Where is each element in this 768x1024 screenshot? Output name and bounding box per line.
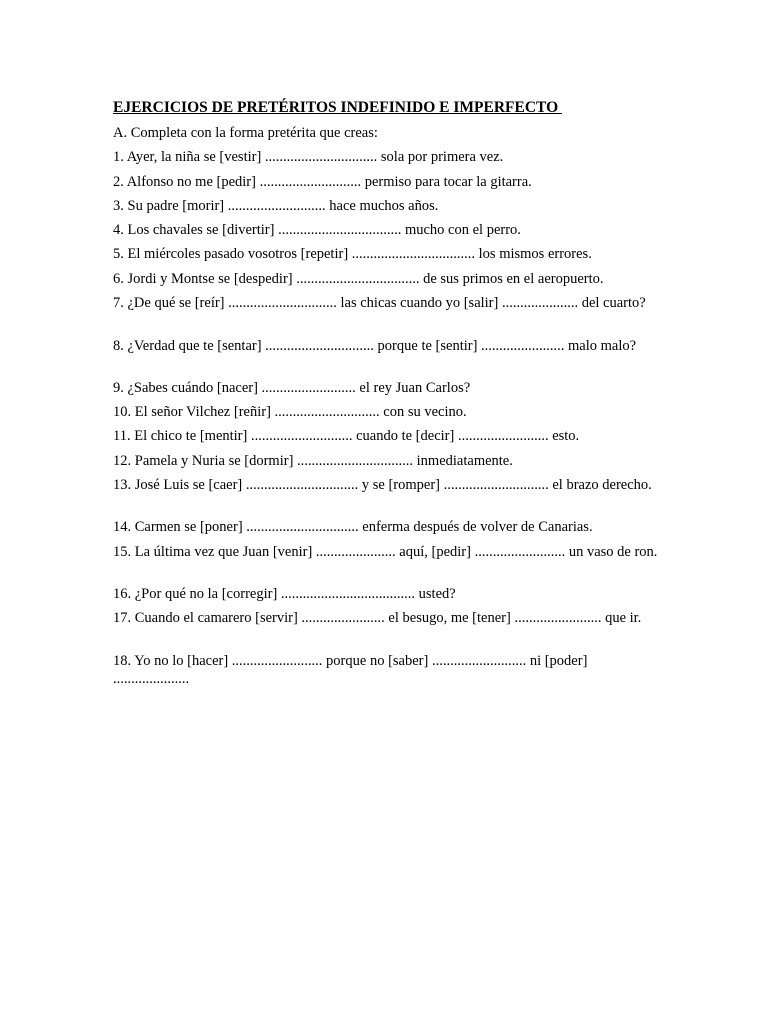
document-title: EJERCICIOS DE PRETÉRITOS INDEFINIDO E IMPERFECTO xyxy=(113,99,563,116)
exercise-item: 14. Carmen se [poner] ............................... enferma después de volver de Canarias. xyxy=(113,519,593,535)
exercise-item: 15. La última vez que Juan [venir] ...................... aquí, [pedir] ......................... un vaso de ron. xyxy=(113,544,658,560)
exercise-item: 8. ¿Verdad que te [sentar] .............................. porque te [sentir] ....................... malo malo? xyxy=(113,338,637,354)
exercise-instruction: A. Completa con la forma pretérita que creas: xyxy=(113,125,378,141)
exercise-item: 2. Alfonso no me [pedir] ............................ permiso para tocar la gitarra. xyxy=(113,174,532,190)
exercise-item: 4. Los chavales se [divertir] .................................. mucho con el perro. xyxy=(113,222,521,238)
exercise-item: 11. El chico te [mentir] ............................ cuando te [decir] ......................... esto. xyxy=(113,428,580,444)
exercise-item: 17. Cuando el camarero [servir] ....................... el besugo, me [tener] ........................ que ir. xyxy=(113,610,642,626)
exercise-item: 6. Jordi y Montse se [despedir] .................................. de sus primos en el aeropuerto. xyxy=(113,271,604,287)
exercise-item: 7. ¿De qué se [reír] .............................. las chicas cuando yo [salir] ..................... del cuarto? xyxy=(113,295,646,311)
exercise-item: 5. El miércoles pasado vosotros [repetir] .................................. los mismos errores. xyxy=(113,246,592,262)
exercise-item: 18. Yo no lo [hacer] ......................... porque no [saber] .......................... ni [poder] ..................... xyxy=(113,653,588,687)
exercise-item: 16. ¿Por qué no la [corregir] ..................................... usted? xyxy=(113,586,456,602)
exercise-item: 3. Su padre [morir] ........................... hace muchos años. xyxy=(113,198,439,214)
exercise-item: 9. ¿Sabes cuándo [nacer] .......................... el rey Juan Carlos? xyxy=(113,380,471,396)
exercise-item: 12. Pamela y Nuria se [dormir] ................................ inmediatamente. xyxy=(113,453,513,469)
exercise-item: 10. El señor Vilchez [reñir] ............................. con su vecino. xyxy=(113,404,467,420)
exercise-item: 1. Ayer, la niña se [vestir] ............................... sola por primera vez. xyxy=(113,149,504,165)
exercise-item: 13. José Luis se [caer] ............................... y se [romper] ............................. el brazo derecho. xyxy=(113,477,652,493)
